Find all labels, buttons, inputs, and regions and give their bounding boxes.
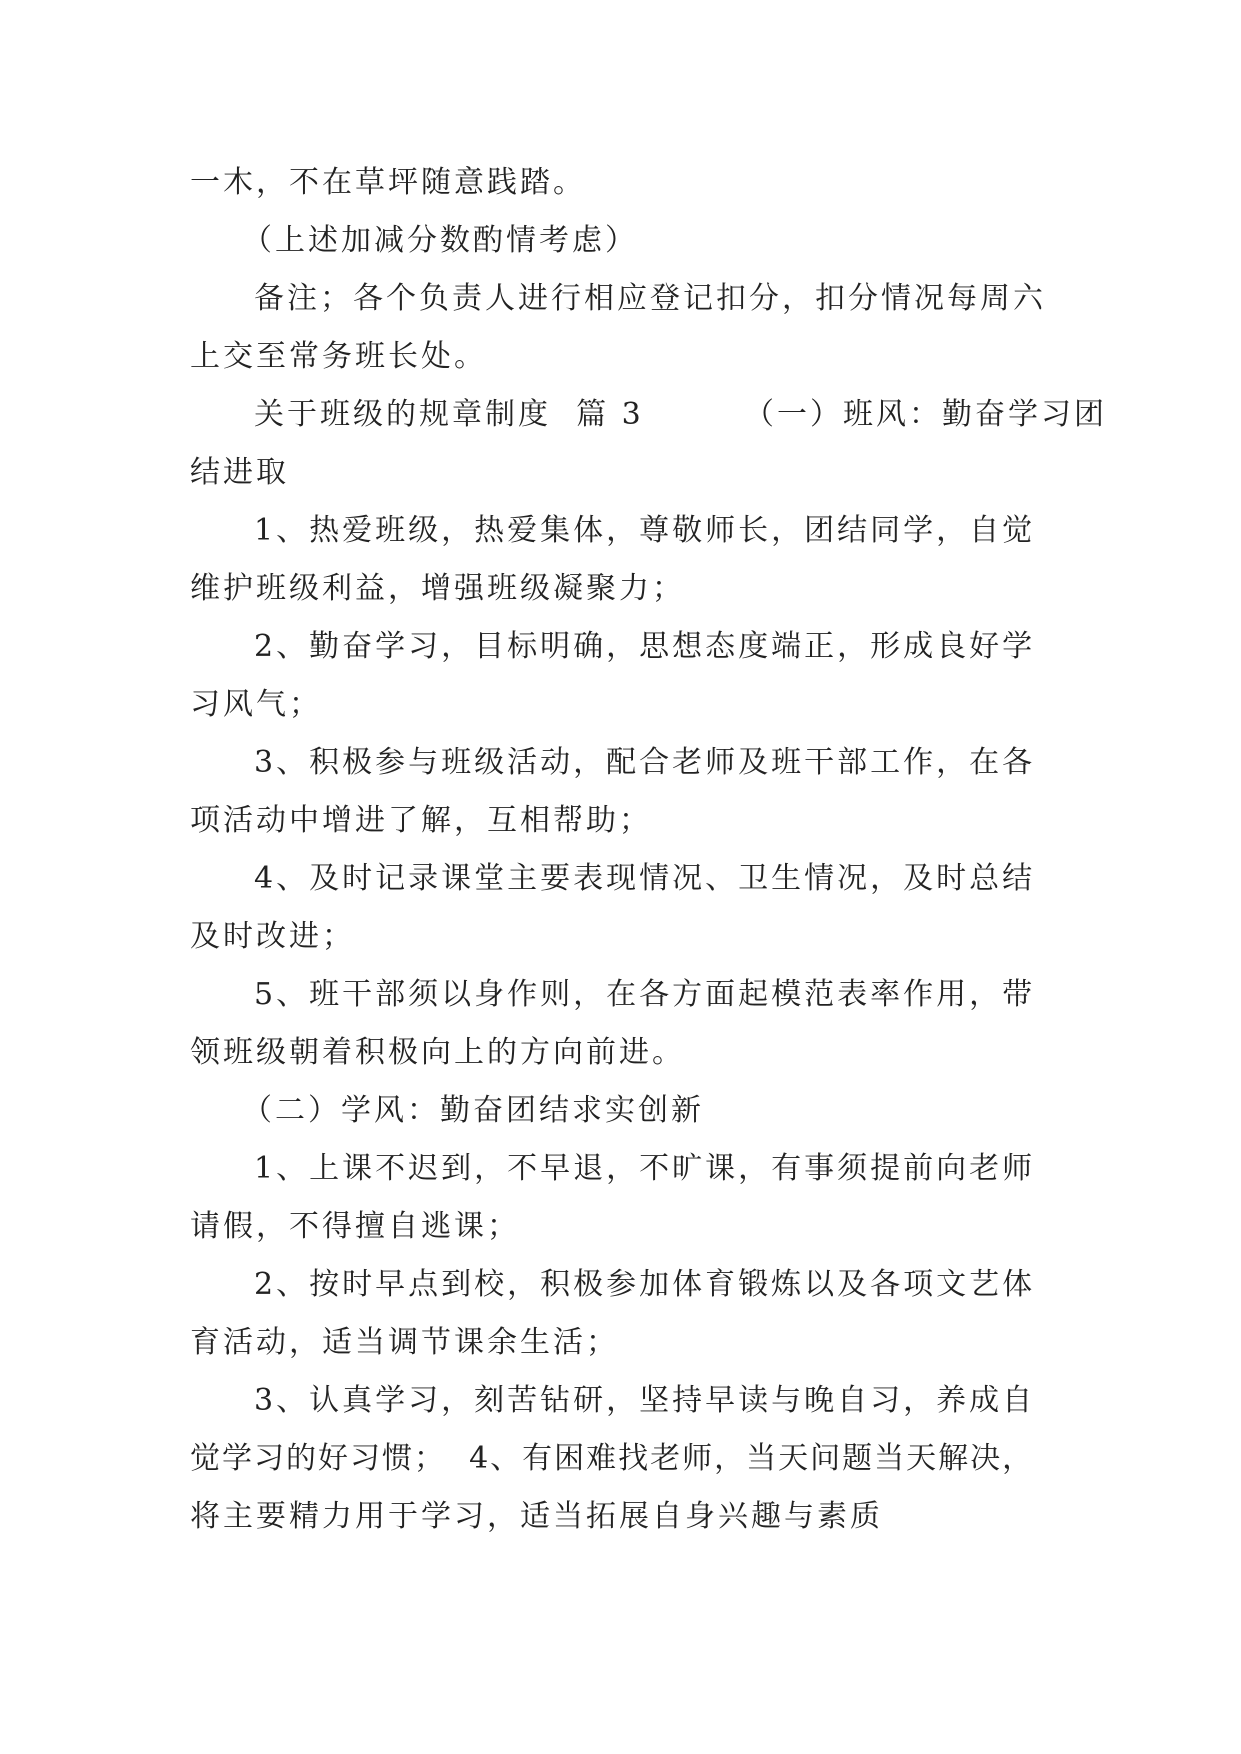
text-line: 一木，不在草坪随意践踏。: [190, 165, 586, 200]
text-line: 4、及时记录课堂主要表现情况、卫生情况，及时总结: [254, 861, 1036, 896]
text-line: 项活动中增进了解，互相帮助；: [190, 803, 652, 838]
text-line: 领班级朝着积极向上的方向前进。: [190, 1035, 685, 1070]
text-line: 3、积极参与班级活动，配合老师及班干部工作，在各: [254, 745, 1036, 780]
text-line: 1、上课不迟到，不早退，不旷课，有事须提前向老师: [254, 1151, 1036, 1186]
section-heading-line: （二）学风：勤奋团结求实创新: [242, 1093, 704, 1128]
text-line: 及时改进；: [190, 919, 355, 954]
text-line: （上述加减分数酌情考虑）: [242, 223, 638, 258]
text-line: 2、勤奋学习，目标明确，思想态度端正，形成良好学: [254, 629, 1036, 664]
body-text: [190, 154, 1107, 1546]
text-line: 1、热爱班级，热爱集体，尊敬师长，团结同学，自觉: [254, 513, 1036, 548]
text-line: 结进取: [190, 455, 289, 490]
text-line: 备注；各个负责人进行相应登记扣分，扣分情况每周六: [254, 281, 1046, 316]
text-line: 育活动，适当调节课余生活；: [190, 1325, 619, 1360]
text-line: 习风气；: [190, 687, 322, 722]
text-line: 上交至常务班长处。: [190, 339, 487, 374]
text-line: 请假，不得擅自逃课；: [190, 1209, 520, 1244]
text-line: 将主要精力用于学习，适当拓展自身兴趣与素质: [190, 1499, 883, 1534]
text-line: 觉学习的好习惯； 4、有困难找老师，当天问题当天解决，: [190, 1441, 1035, 1476]
text-line: 3、认真学习，刻苦钻研，坚持早读与晚自习，养成自: [254, 1383, 1036, 1418]
section-heading-line: 关于班级的规章制度 篇 3 （一）班风：勤奋学习团: [254, 397, 1107, 432]
text-line: 2、按时早点到校，积极参加体育锻炼以及各项文艺体: [254, 1267, 1036, 1302]
text-line: 5、班干部须以身作则，在各方面起模范表率作用，带: [254, 977, 1036, 1012]
text-line: 维护班级利益，增强班级凝聚力；: [190, 571, 685, 606]
